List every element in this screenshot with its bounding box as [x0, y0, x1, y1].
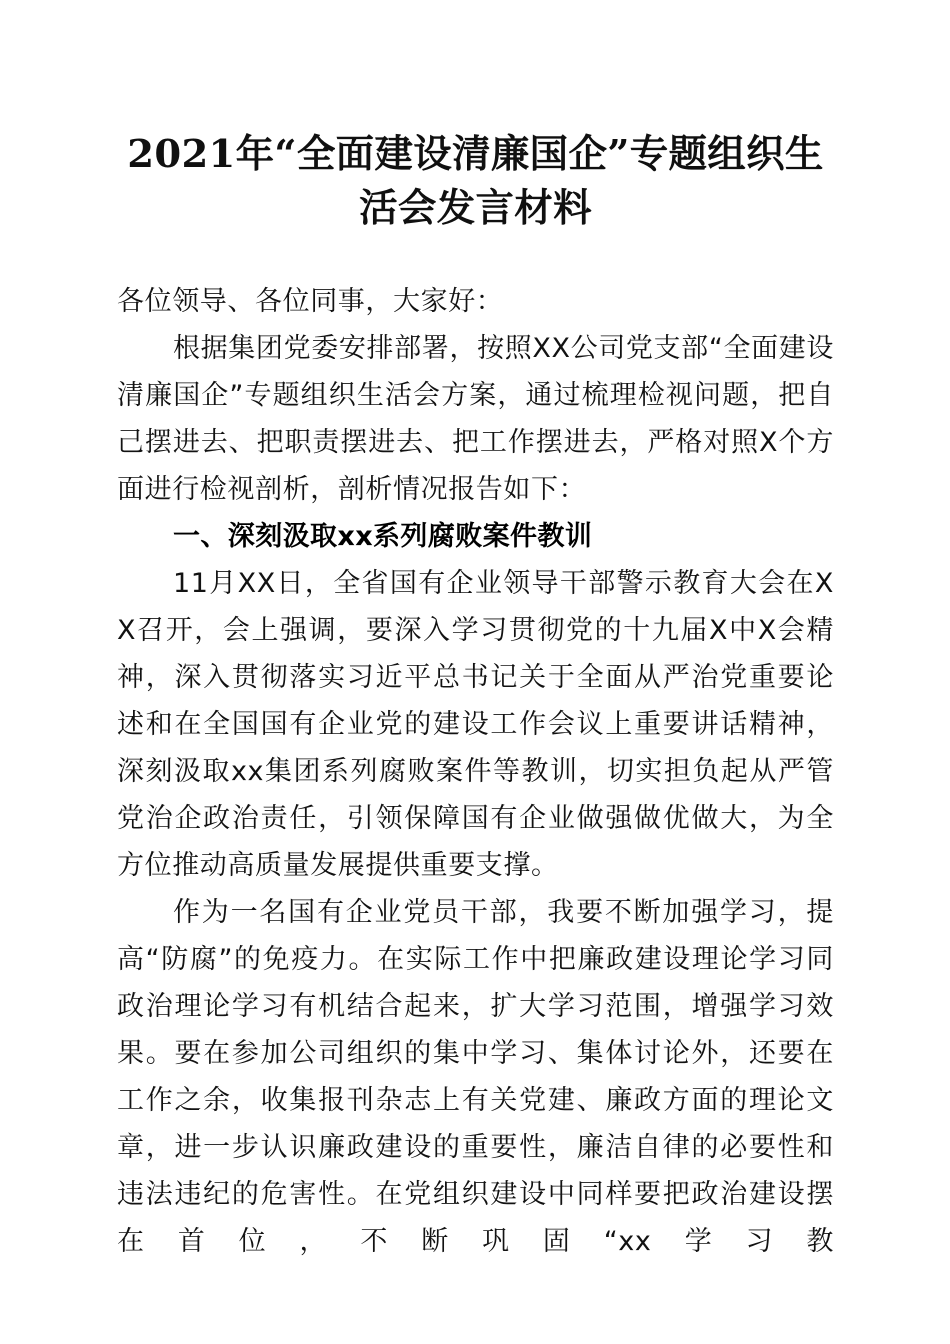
document-body [117, 278, 834, 1265]
paragraph-intro: 根据集团党委安排部署，按照XX公司党支部“全面建设清廉国企”专题组织生活会方案，通过梳理检视问题，把自己摆进去、把职责摆进去、把工作摆进去，严格对照X个方面进行检视剖析，剖析情况报告如下： [117, 333, 834, 505]
document-title-line-2: 会发言材料 [397, 186, 592, 231]
paragraph-section1-body1: 11月XX日，全省国有企业领导干部警示教育大会在XX召开，会上强调，要深入学习贯彻党的十九届X中X会精神，深入贯彻落实习近平总书记关于全面从严治党重要论述和在全国国有企业党的建设工作会议上重要讲话精神，深刻汲取xx集团系列腐败案件等教训，切实担负起从严管党治企政治责任，引领保障国有企业做强做优做大，为全方位推动高质量发展提供重要支撑。 [117, 568, 834, 881]
paragraph-greeting: 各位领导、各位同事，大家好： [117, 286, 504, 317]
paragraph-section1-body2: 作为一名国有企业党员干部，我要不断加强学习，提高“防腐”的免疫力。在实际工作中把廉政建设理论学习同政治理论学习有机结合起来，扩大学习范围，增强学习效果。要在参加公司组织的集中学习、集体讨论外，还要在工作之余，收集报刊杂志上有关党建、廉政方面的理论文章，进一步认识廉政建设的重要性，廉洁自律的必要性和违法违纪的危害性。在党组织建设中同样要把政治建设摆在首位，不断巩固“xx学习教 [117, 897, 834, 1257]
document-title-line-1: 2021年“全面建设清廉国企”专题组织生活 [127, 132, 824, 231]
section-heading-1: 一、深刻汲取xx系列腐败案件教训 [173, 521, 593, 552]
document-title [117, 0, 834, 236]
page-content [117, 0, 834, 1265]
